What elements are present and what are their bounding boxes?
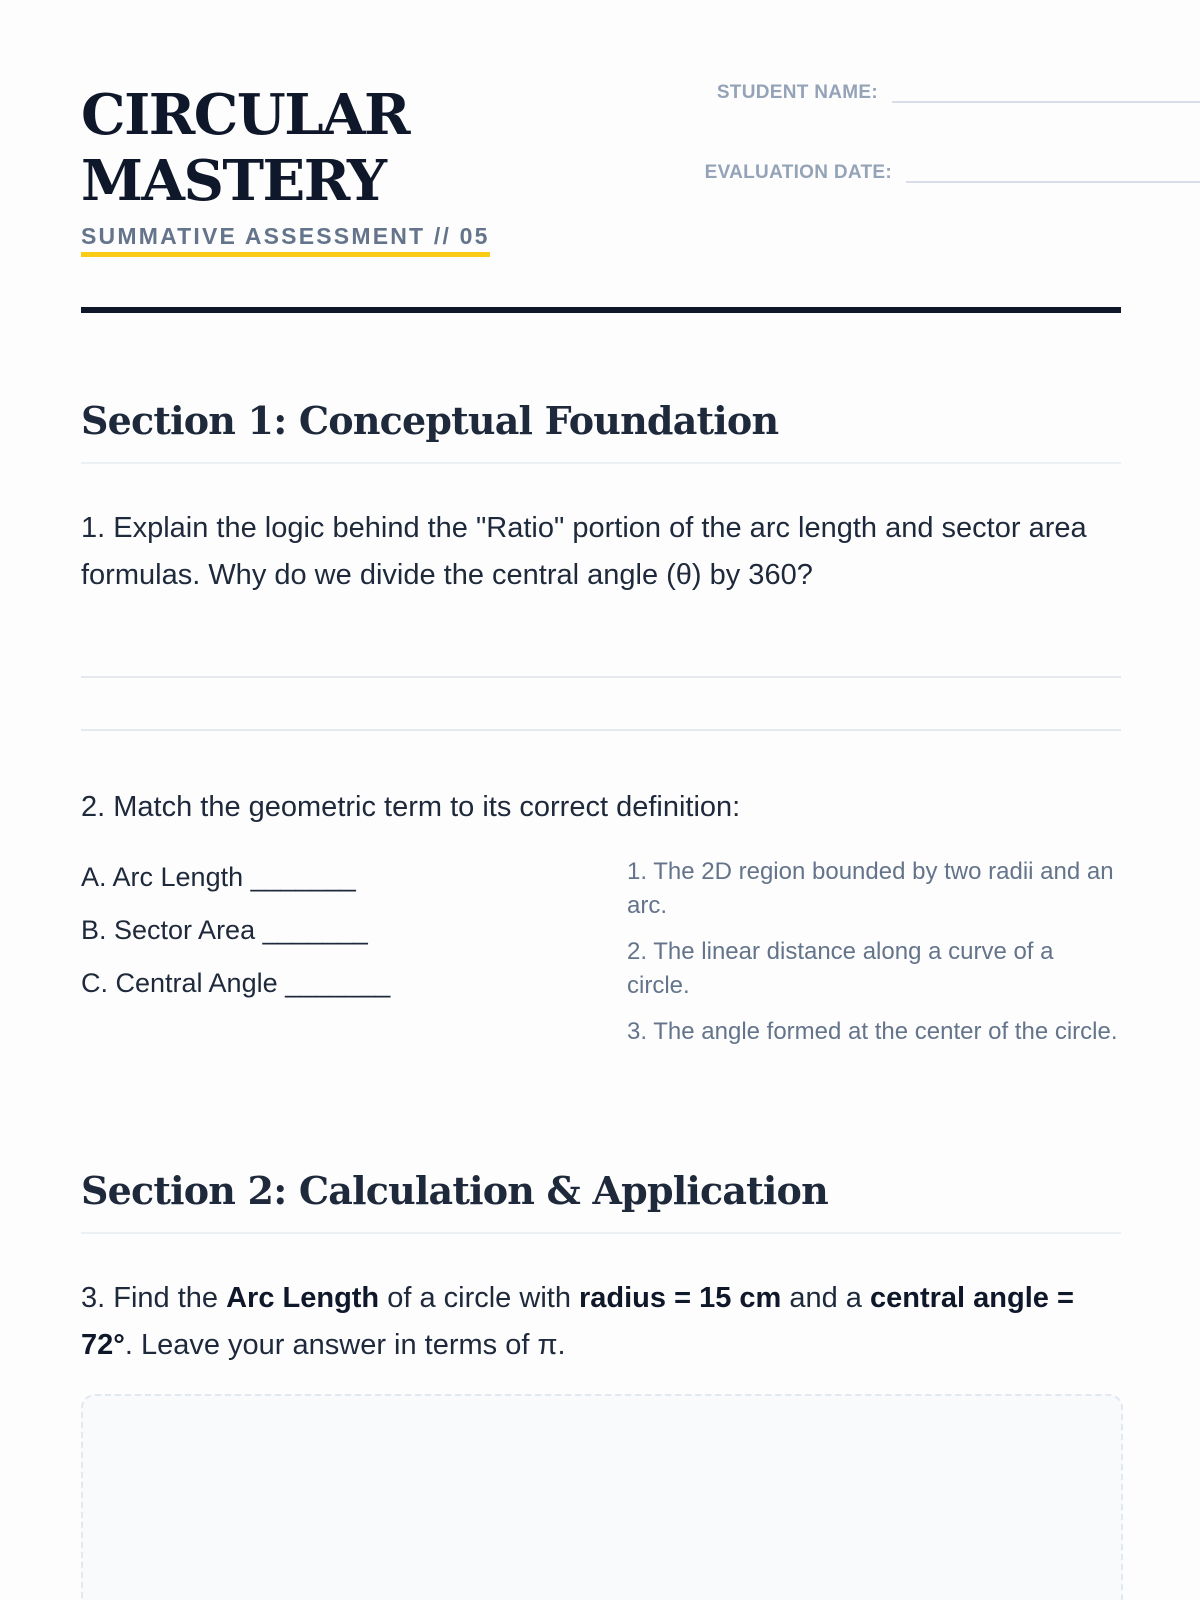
- answer-line-1[interactable]: [81, 676, 1121, 678]
- match-term-a[interactable]: A. Arc Length _______: [81, 862, 356, 892]
- section-2-rule: [81, 1232, 1121, 1234]
- page-title: [81, 82, 409, 214]
- answer-work-box[interactable]: [81, 1394, 1123, 1600]
- question-3-prefix: 3. Find the: [81, 1282, 227, 1314]
- student-name-field[interactable]: [698, 80, 1200, 106]
- section-2-title: Section 2: Calculation & Application: [81, 1168, 828, 1213]
- match-definitions-list: [627, 855, 1121, 1061]
- question-3: [81, 1275, 1126, 1369]
- evaluation-date-label: EVALUATION DATE:: [704, 162, 892, 183]
- title-line-1: CIRCULAR: [81, 82, 410, 148]
- match-term-c[interactable]: C. Central Angle _______: [81, 968, 391, 998]
- match-term-b[interactable]: B. Sector Area _______: [81, 915, 368, 945]
- radius-value: radius = 15 cm: [579, 1282, 782, 1314]
- arc-length-term: Arc Length: [226, 1282, 380, 1314]
- definition-3: 3. The angle formed at the center of the circle.: [627, 1018, 1118, 1045]
- assessment-subtitle: SUMMATIVE ASSESSMENT // 05: [81, 222, 490, 257]
- central-angle-value: central angle = 72°: [81, 1282, 1074, 1361]
- student-name-line[interactable]: [892, 101, 1200, 103]
- header-divider: [81, 307, 1121, 313]
- question-3-text-1: of a circle with: [379, 1282, 579, 1314]
- definition-2: 2. The linear distance along a curve of a circle.: [627, 938, 1054, 999]
- match-terms-list: [81, 855, 390, 1014]
- section-1-rule: [81, 462, 1121, 464]
- definition-1: 1. The 2D region bounded by two radii and an arc.: [627, 858, 1114, 919]
- question-2: 2. Match the geometric term to its correct definition:: [81, 791, 741, 823]
- section-1-title: Section 1: Conceptual Foundation: [81, 398, 779, 443]
- evaluation-date-line[interactable]: [906, 181, 1200, 183]
- question-3-suffix: . Leave your answer in terms of π.: [124, 1329, 566, 1361]
- worksheet-page: [81, 0, 1121, 1600]
- title-line-2: MASTERY: [81, 148, 386, 214]
- evaluation-date-field[interactable]: [698, 160, 1200, 186]
- question-1: 1. Explain the logic behind the "Ratio" portion of the arc length and sector area formulas. Why do we divide the central angle (θ) by 360?: [81, 512, 1087, 591]
- student-name-label: STUDENT NAME:: [716, 82, 878, 103]
- question-3-text-2: and a: [781, 1282, 870, 1314]
- answer-line-2[interactable]: [81, 729, 1121, 731]
